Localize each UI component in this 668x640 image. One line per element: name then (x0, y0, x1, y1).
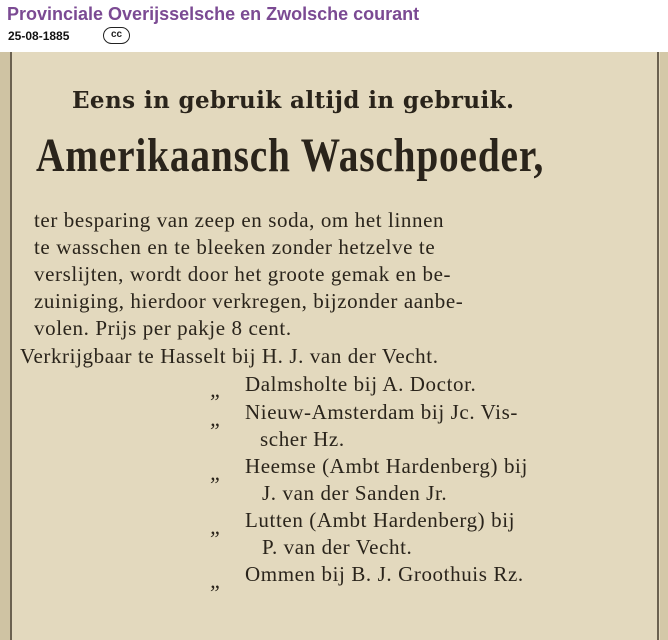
ad-headline: Amerikaansch Waschpoeder, (36, 129, 545, 182)
newspaper-clipping (0, 52, 668, 640)
location-line: Lutten (Ambt Hardenberg) bij (245, 508, 516, 532)
availability-intro: Verkrijgbaar te Hasselt bij H. J. van der Vecht. (20, 344, 439, 368)
body-line: te wasschen en te bleeken zonder hetzelve te (34, 235, 436, 259)
body-line: verslijten, wordt door het groote gemak en be- (34, 262, 452, 286)
body-line: volen. Prijs per pakje 8 cent. (34, 316, 292, 340)
location-line-continued: P. van der Vecht. (262, 535, 413, 559)
newspaper-title[interactable]: Provinciale Overijsselsche en Zwolsche courant (7, 4, 420, 24)
location-line: Nieuw-Amsterdam bij Jc. Vis- (245, 400, 518, 424)
ad-slogan: Eens in gebruik altijd in gebruik. (72, 87, 515, 114)
ditto-mark: „ (210, 568, 223, 593)
viewer-header (0, 0, 668, 52)
column-rule-right (657, 52, 659, 640)
location-line-continued: J. van der Sanden Jr. (262, 481, 448, 505)
location-line-continued: scher Hz. (260, 427, 345, 451)
ditto-mark: „ (210, 460, 223, 485)
location-line: Ommen bij B. J. Groothuis Rz. (245, 562, 524, 586)
scan-edge-left (0, 52, 10, 640)
location-line: Heemse (Ambt Hardenberg) bij (245, 454, 528, 478)
location-line: Dalmsholte bij A. Doctor. (245, 372, 477, 396)
body-line: ter besparing van zeep en soda, om het linnen (34, 208, 445, 232)
body-line: zuiniging, hierdoor verkregen, bijzonder aanbe- (34, 289, 464, 313)
ditto-mark: „ (210, 377, 223, 402)
cc-icon[interactable]: cc (103, 27, 130, 44)
publication-date: 25-08-1885 (8, 29, 70, 43)
ditto-mark: „ (210, 514, 223, 539)
scan-edge-right (660, 52, 668, 640)
column-rule-left (10, 52, 12, 640)
ditto-mark: „ (210, 406, 223, 431)
